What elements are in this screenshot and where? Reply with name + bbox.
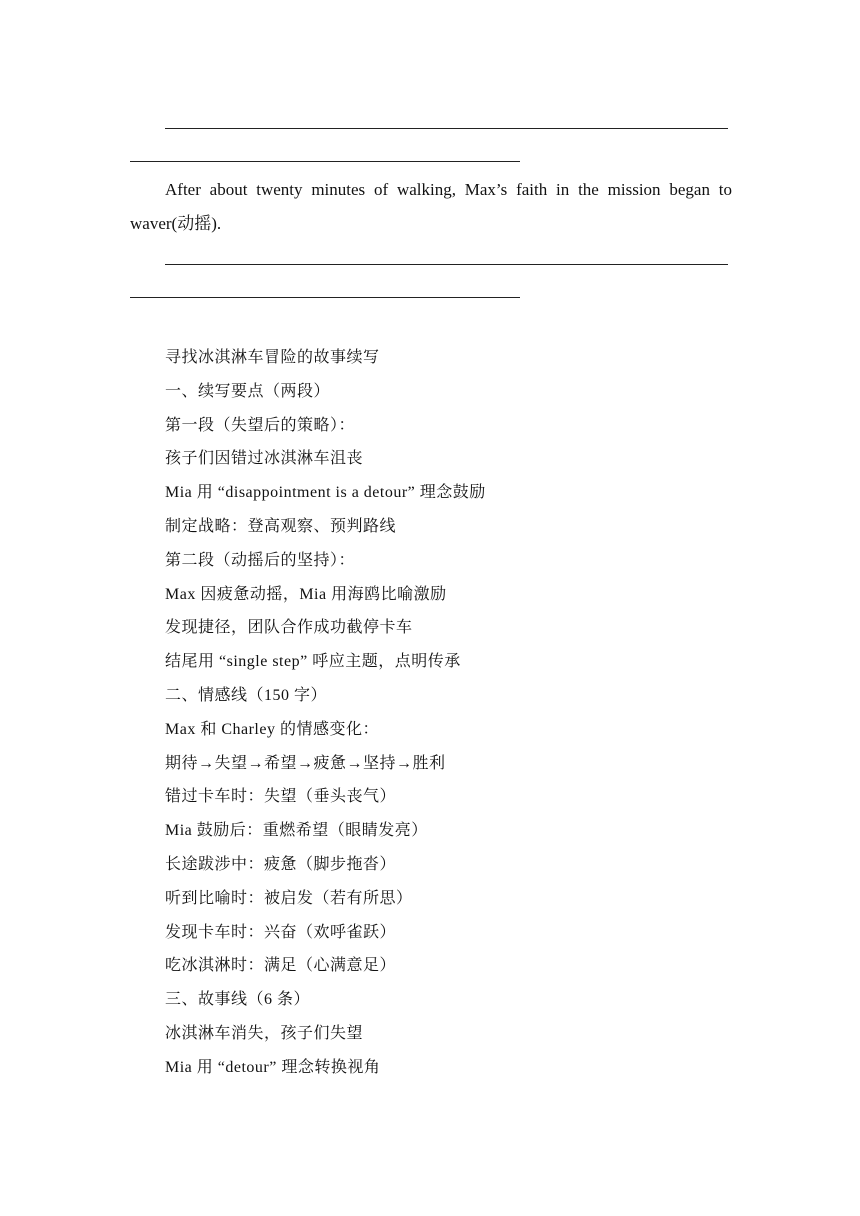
outline-item: 发现捷径，团队合作成功截停卡车 [165,619,413,637]
outline-item: Mia 用 “disappointment is a detour” 理念鼓励 [165,484,486,502]
outline-title: 寻找冰淇淋车冒险的故事续写 [165,349,380,366]
outline-item: Mia 鼓励后：重燃希望（眼睛发亮） [165,822,428,840]
writing-line [130,297,520,298]
outline-heading: 三、故事线（6 条） [165,991,311,1009]
outline-item: 冰淇淋车消失，孩子们失望 [165,1024,364,1042]
outline-item: Mia 用 “detour” 理念转换视角 [165,1058,381,1076]
writing-line [165,128,728,129]
outline-item: 结尾用 “single step” 呼应主题，点明传承 [165,653,461,671]
writing-line [165,264,728,265]
outline-list [165,341,486,1085]
outline-item: 制定战略：登高观察、预判路线 [165,517,397,535]
outline-item: 孩子们因错过冰淇淋车沮丧 [165,450,364,468]
outline-item: 吃冰淇淋时：满足（心满意足） [165,957,397,975]
outline-item: 期待→失望→希望→疲惫→坚持→胜利 [165,754,446,772]
outline-item: 错过卡车时：失望（垂头丧气） [165,788,397,806]
outline-item: Max 和 Charley 的情感变化： [165,720,379,738]
outline-item: Max 因疲惫动摇，Mia 用海鸥比喻激励 [165,585,447,603]
outline-item: 听到比喻时：被启发（若有所思） [165,889,413,907]
outline-item: 发现卡车时：兴奋（欢呼雀跃） [165,923,397,941]
outline-item: 第二段（动摇后的坚持）： [165,551,356,569]
outline-item: 长途跋涉中：疲惫（脚步拖沓） [165,855,397,873]
writing-line [130,161,520,162]
outline-heading: 二、情感线（150 字） [165,686,328,704]
paragraph-prompt: After about twenty minutes of walking, Max’s faith in the mission began to waver(动摇). [130,180,732,233]
outline-item: 第一段（失望后的策略）： [165,416,356,434]
outline-heading: 一、续写要点（两段） [165,382,331,400]
